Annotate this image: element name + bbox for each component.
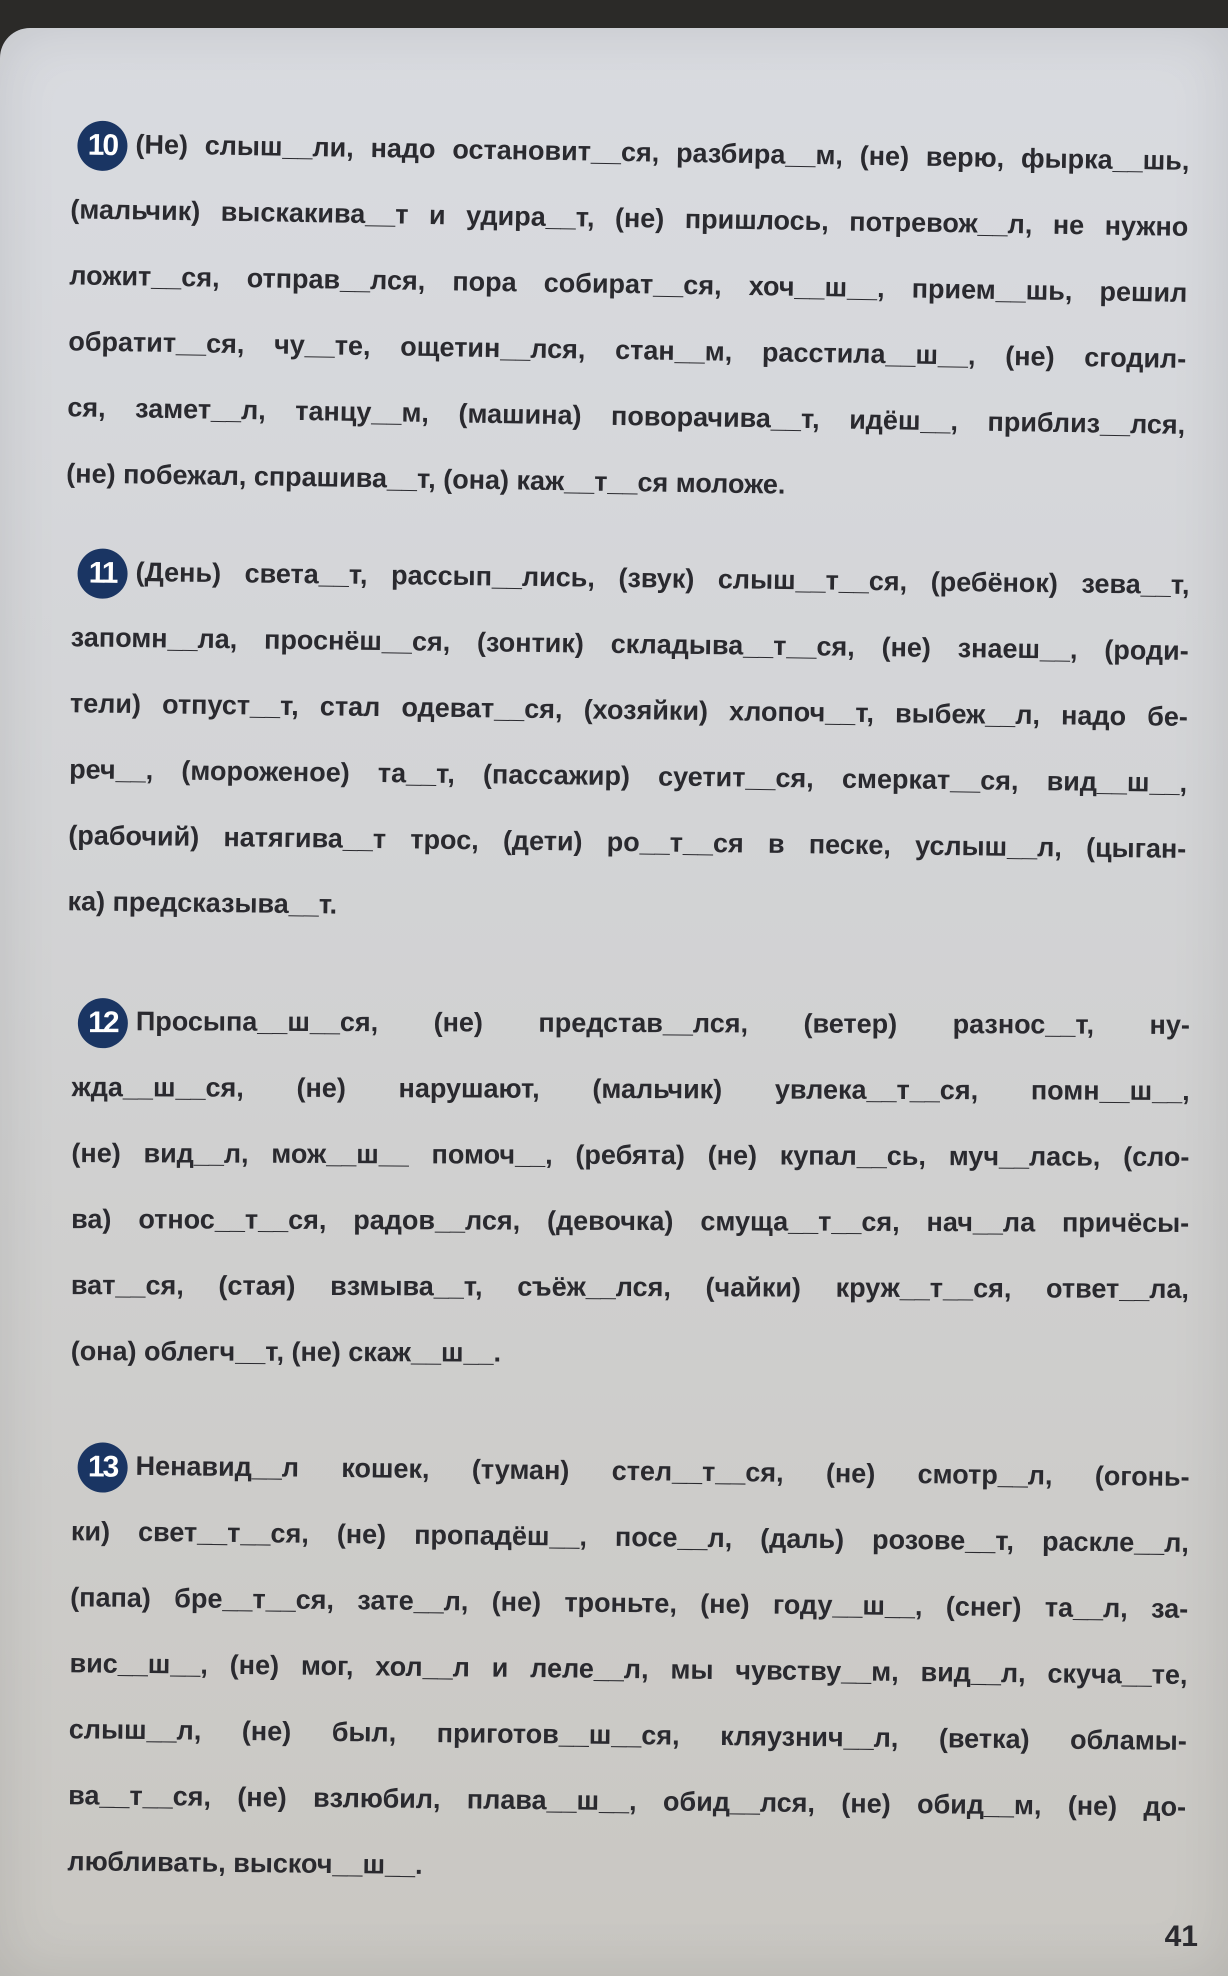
- exercise-text-line: (папа) бре__т__ся, зате__л, (не) троньте, (не) году__ш__, (снег) та__л, за-: [70, 1582, 1189, 1624]
- exercise-number-badge: 13: [77, 1442, 128, 1493]
- exercise-text-line: Просыпа__ш__ся, (не) представ__лся, (ветер) разнос__т, ну-: [135, 1006, 1190, 1040]
- exercise-text-line: (День) света__т, рассып__лись, (звук) слыш__т__ся, (ребёнок) зева__т,: [135, 557, 1190, 600]
- exercise-12: [49, 988, 1190, 1388]
- workbook-page: [0, 28, 1228, 1976]
- exercise-13: [45, 1432, 1190, 1906]
- exercise-number-badge: 12: [78, 998, 128, 1048]
- exercise-11: [45, 538, 1190, 948]
- exercise-text-line: (Не) слыш__ли, надо остановит__ся, разбира__м, (не) верю, фырка__шь,: [135, 129, 1190, 176]
- exercise-text-line: реч__, (мороженое) та__т, (пассажир) суетит__ся, смеркат__ся, вид__ш__,: [68, 754, 1188, 798]
- exercise-text-line: ва__т__ся, (не) взлюбил, плава__ш__, обид__лся, (не) обид__м, (не) до-: [68, 1780, 1187, 1822]
- exercise-text-line: Ненавид__л кошек, (туман) стел__т__ся, (не) смотр__л, (огонь-: [135, 1450, 1190, 1492]
- exercise-text-line: запомн__ла, проснёш__ся, (зонтик) складыва__т__ся, (не) знаеш__, (роди-: [70, 622, 1189, 666]
- exercise-text-line: жда__ш__ся, (не) нарушают, (мальчик) увлека__т__ся, помн__ш__,: [71, 1072, 1190, 1106]
- exercise-text-line: (мальчик) выскакива__т и удира__т, (не) пришлось, потревож__л, не нужно: [70, 194, 1189, 242]
- exercise-text-line: ложит__ся, отправ__лся, пора собират__ся, хоч__ш__, прием__шь, решил: [69, 260, 1188, 308]
- exercise-text-line: ка) предсказыва__т.: [67, 886, 338, 920]
- exercise-text-line: ки) свет__т__ся, (не) пропадёш__, посе__л, (даль) розове__т, раскле__л,: [70, 1516, 1190, 1558]
- exercise-text-line: (не) побежал, спрашива__т, (она) каж__т__ся моложе.: [66, 458, 786, 500]
- exercise-text-line: ся, замет__л, танцу__м, (машина) поворачива__т, идёш__, приблиз__лся,: [67, 392, 1186, 440]
- exercise-text-line: вис__ш__, (не) мог, хол__л и леле__л, мы чувству__м, вид__л, скуча__те,: [69, 1648, 1188, 1690]
- exercise-number-badge: 10: [77, 120, 128, 171]
- exercise-text-line: обратит__ся, чу__те, ощетин__лся, стан__м, расстила__ш__, (не) сгодил-: [68, 326, 1187, 374]
- exercise-text-line: (не) вид__л, мож__ш__ помоч__, (ребята) (не) купал__сь, муч__лась, (сло-: [71, 1138, 1190, 1172]
- exercise-number-badge: 11: [77, 548, 128, 599]
- page-number: 41: [1164, 1920, 1198, 1953]
- exercise-text-line: тели) отпуст__т, стал одеват__ся, (хозяйки) хлопоч__т, выбеж__л, надо бе-: [69, 688, 1189, 732]
- exercise-text-line: (она) облегч__т, (не) скаж__ш__.: [70, 1336, 502, 1368]
- exercise-text-line: любливать, выскоч__ш__.: [67, 1846, 423, 1880]
- exercise-text-line: ва) относ__т__ся, радов__лся, (девочка) смуща__т__ся, нач__ла причёсы-: [71, 1204, 1190, 1238]
- exercise-text-line: (рабочий) натягива__т трос, (дети) ро__т__ся в песке, услыш__л, (цыган-: [68, 820, 1187, 864]
- exercise-text-line: слыш__л, (не) был, приготов__ш__ся, кляузнич__л, (ветка) обламы-: [68, 1714, 1187, 1756]
- exercise-10: [44, 110, 1190, 524]
- exercise-text-line: ват__ся, (стая) взмыва__т, съёж__лся, (чайки) круж__т__ся, ответ__ла,: [70, 1270, 1190, 1304]
